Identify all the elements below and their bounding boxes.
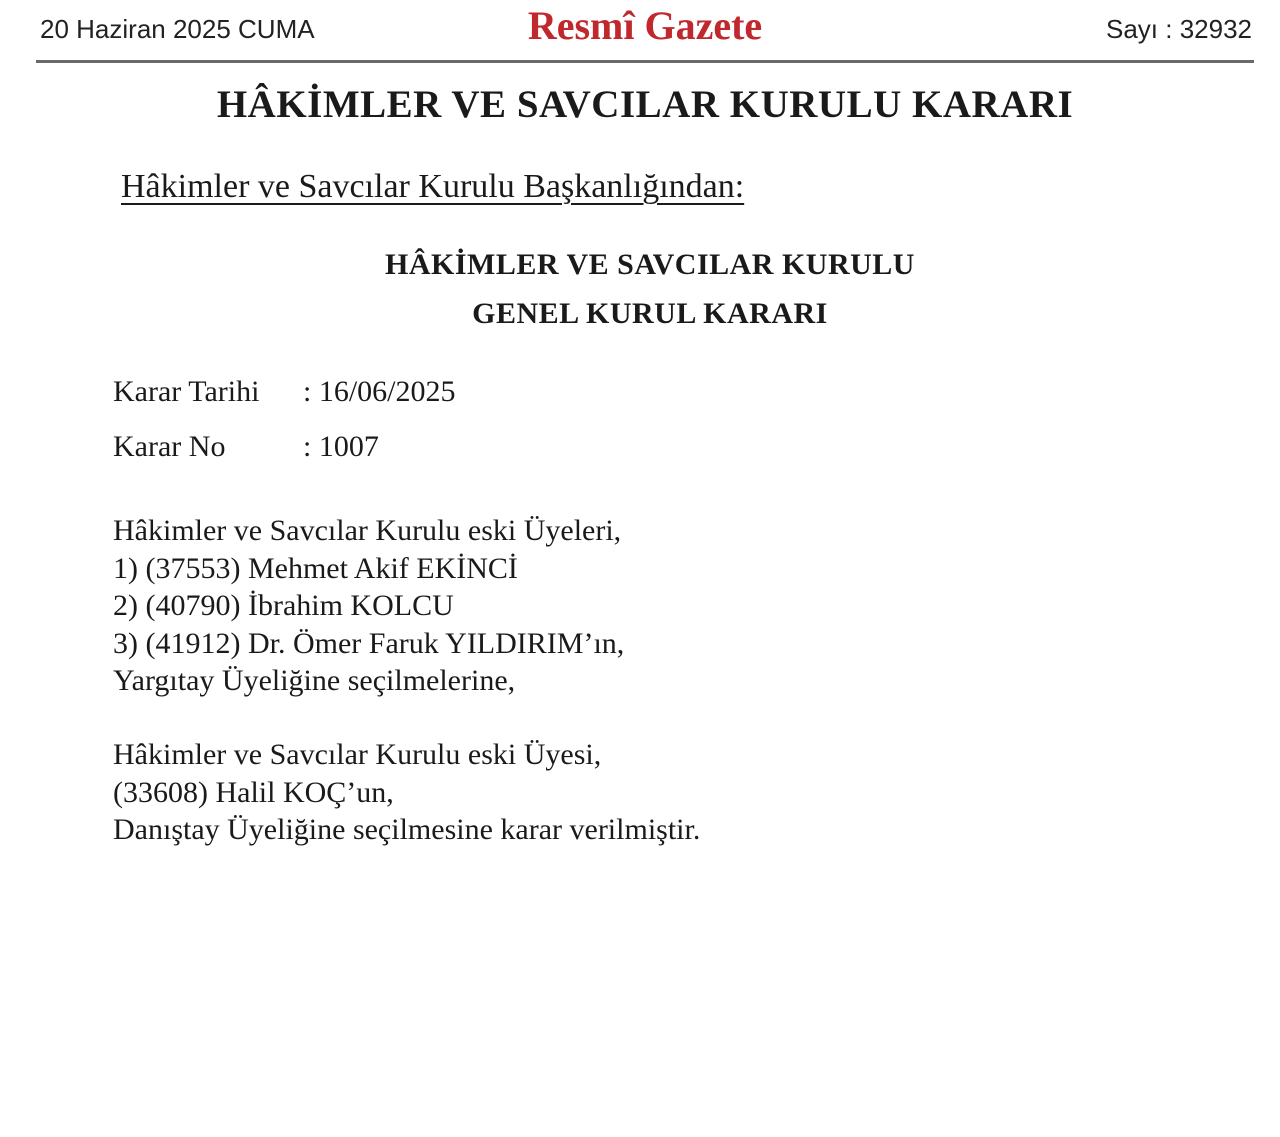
decision-number-label: Karar No [113,430,226,463]
paragraph-line: 3) (41912) Dr. Ömer Faruk YILDIRIM’ın, [113,626,625,660]
subheading-line-1: HÂKİMLER VE SAVCILAR KURULU [385,248,915,281]
decision-date-label: Karar Tarihi [113,375,260,408]
subheading-line-2: GENEL KURUL KARARI [472,297,828,330]
paragraph-line: 2) (40790) İbrahim KOLCU [113,589,454,622]
paragraph-line: Hâkimler ve Savcılar Kurulu eski Üyesi, [113,738,602,771]
issuing-authority: Hâkimler ve Savcılar Kurulu Başkanlığından: [121,168,745,205]
document-heading: HÂKİMLER VE SAVCILAR KURULU KARARI [216,83,1074,126]
decision-date-row [113,375,456,409]
decision-paragraph-danistay [113,736,700,849]
decision-number-value: : 1007 [303,430,379,463]
decision-paragraph-yargitay [113,512,624,700]
decision-date-value: : 16/06/2025 [303,375,456,408]
decision-number-row [113,430,379,464]
masthead [36,0,1254,63]
gazette-title: Resmî Gazete [527,3,763,48]
paragraph-line: Yargıtay Üyeliğine seçilmelerine, [113,664,516,697]
paragraph-line: Hâkimler ve Savcılar Kurulu eski Üyeleri, [113,514,622,547]
paragraph-line: 1) (37553) Mehmet Akif EKİNCİ [113,551,518,585]
issue-date: 20 Haziran 2025 CUMA [40,14,315,44]
issue-number: Sayı : 32932 [1106,14,1252,44]
paragraph-line: (33608) Halil KOÇ’un, [113,775,394,809]
paragraph-line: Danıştay Üyeliğine seçilmesine karar verilmiştir. [113,813,701,846]
